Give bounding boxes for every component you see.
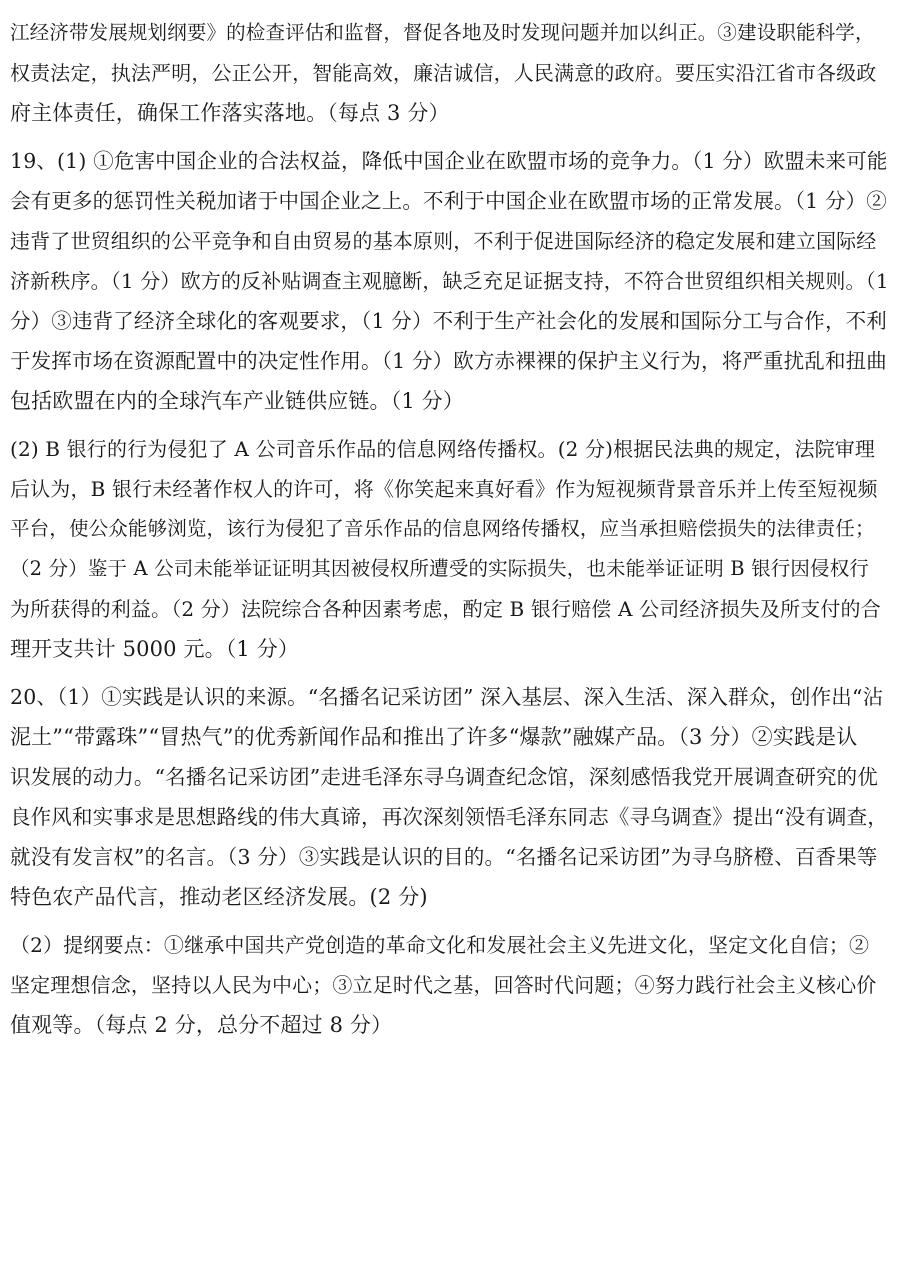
text-line: 为所获得的利益。（2 分）法院综合各种因素考虑，酌定 B 银行赔偿 A 公司经济损失及所支付的合 [10, 597, 881, 621]
question-19-start: 19、(1) ①危害中国企业的合法权益，降低中国企业在欧盟市场的竞争力。（1 分）欧盟未来可能 [10, 149, 888, 173]
text-line: 特色农产品代言，推动老区经济发展。(2 分) [10, 885, 428, 909]
text-line: 识发展的动力。“名播名记采访团”走进毛泽东寻乌调查纪念馆，深刻感悟我党开展调查研究的优 [10, 765, 878, 789]
text-line: 后认为，B 银行未经著作权人的许可，将《你笑起来真好看》作为短视频背景音乐并上传至短视频 [10, 477, 878, 501]
text-line: 会有更多的惩罚性关税加诸于中国企业之上。不利于中国企业在欧盟市场的正常发展。（1 分）② [10, 189, 887, 213]
question-20-start: 20、（1）①实践是认识的来源。“名播名记采访团” 深入基层、深入生活、深入群众，创作出“沾 [10, 685, 884, 709]
text-line: 坚定理想信念，坚持以人民为中心；③立足时代之基，回答时代问题；④努力践行社会主义核心价 [10, 973, 877, 997]
question-20-2-start: （2）提纲要点：①继承中国共产党创造的革命文化和发展社会主义先进文化，坚定文化自信；② [10, 933, 870, 957]
text-line: 包括欧盟在内的全球汽车产业链供应链。（1 分） [10, 389, 464, 413]
text-line: 良作风和实事求是思想路线的伟大真谛，再次深刻领悟毛泽东同志《寻乌调查》提出“没有调查， [10, 805, 888, 829]
text-line: 违背了世贸组织的公平竞争和自由贸易的基本原则，不利于促进国际经济的稳定发展和建立国际经 [10, 229, 877, 253]
text-line: 权责法定，执法严明，公正公开，智能高效，廉洁诚信，人民满意的政府。要压实沿江省市各级政 [10, 61, 877, 85]
text-line: 值观等。（每点 2 分，总分不超过 8 分） [10, 1013, 393, 1037]
text-line: （2 分）鉴于 A 公司未能举证证明其因被侵权所遭受的实际损失，也未能举证证明 B 银行因侵权行 [10, 557, 870, 580]
text-line: 就没有发言权”的名言。（3 分）③实践是认识的目的。“名播名记采访团”为寻乌脐橙、百香果等 [10, 845, 878, 869]
question-19-2-start: (2) B 银行的行为侵犯了 A 公司音乐作品的信息网络传播权。(2 分)根据民法典的规定，法院审理 [10, 437, 876, 461]
text-line: 府主体责任，确保工作落实落地。（每点 3 分） [10, 101, 450, 125]
text-line: 江经济带发展规划纲要》的检查评估和监督，督促各地及时发现问题并加以纠正。③建设职能科学， [10, 21, 875, 44]
text-line: 济新秩序。（1 分）欧方的反补贴调查主观臆断，缺乏充足证据支持，不符合世贸组织相关规则。（1 [10, 269, 889, 293]
text-line: 泥土”“带露珠”“冒热气”的优秀新闻作品和推出了许多“爆款”融媒产品。（3 分）②实践是认 [10, 725, 858, 749]
text-line: 分）③违背了经济全球化的客观要求，（1 分）不利于生产社会化的发展和国际分工与合作，不利 [10, 309, 887, 333]
text-line: 理开支共计 5000 元。（1 分） [10, 637, 300, 661]
text-line: 于发挥市场在资源配置中的决定性作用。（1 分）欧方赤裸裸的保护主义行为，将严重扰乱和扭曲 [10, 349, 887, 373]
text-line: 平台，使公众能够浏览，该行为侵犯了音乐作品的信息网络传播权，应当承担赔偿损失的法律责任； [10, 517, 875, 540]
